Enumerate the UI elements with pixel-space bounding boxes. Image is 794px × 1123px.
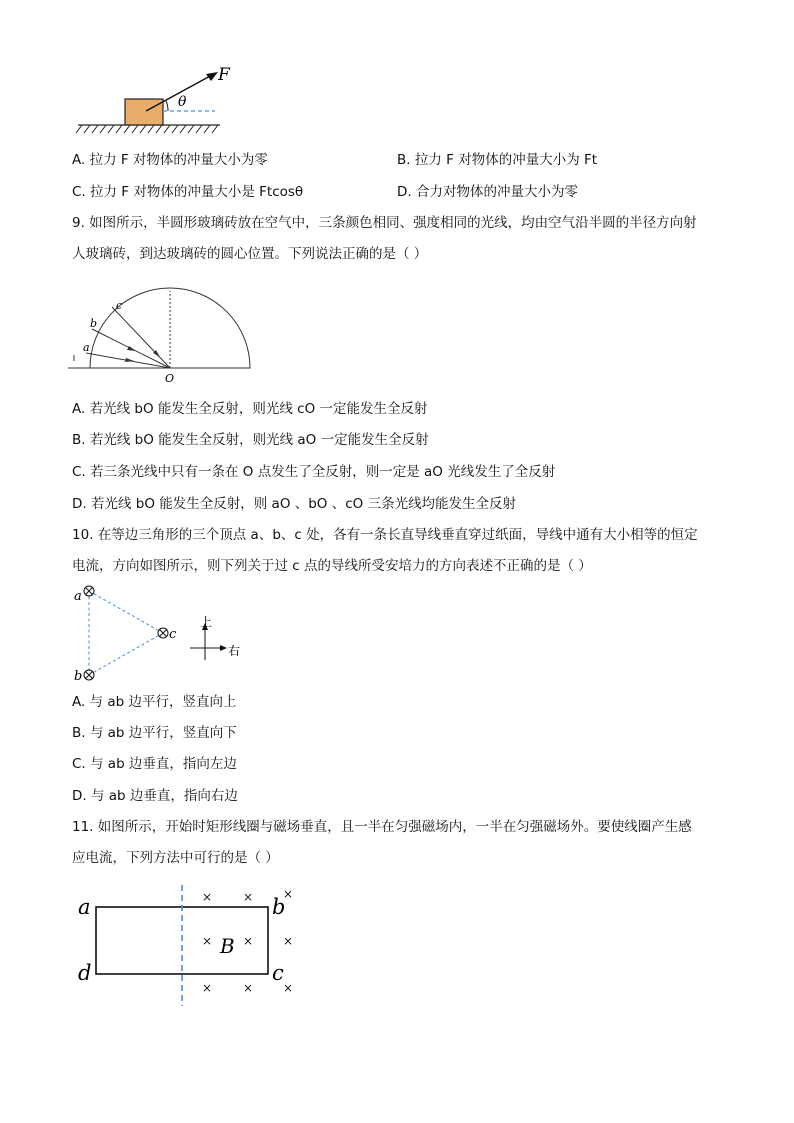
q11-figure xyxy=(74,882,304,1010)
q11-stem-line1: 11. 如图所示，开始时矩形线圈与磁场垂直，且一半在匀强磁场内，一半在匀强磁场外。要使线圈产生感 xyxy=(72,819,692,835)
q10-option-d[interactable]: D. 与 ab 边垂直，指向右边 xyxy=(72,788,238,804)
vertex-a-label: a xyxy=(74,589,82,604)
angle-label: θ xyxy=(178,94,187,110)
q10-option-c[interactable]: C. 与 ab 边垂直，指向左边 xyxy=(72,756,237,772)
q11-stem-line2: 应电流，下列方法中可行的是（ ） xyxy=(72,850,279,866)
corner-b-label: b xyxy=(272,895,286,919)
q10-option-a[interactable]: A. 与 ab 边平行，竖直向上 xyxy=(72,694,237,710)
q10-figure xyxy=(68,582,248,686)
q8-option-d[interactable]: D. 合力对物体的冲量大小为零 xyxy=(397,184,578,200)
q9-option-b[interactable]: B. 若光线 bO 能发生全反射，则光线 aO 一定能发生全反射 xyxy=(72,432,429,448)
force-label: F xyxy=(218,65,230,85)
block xyxy=(125,99,163,125)
field-cross: × xyxy=(202,981,213,995)
q9-option-a[interactable]: A. 若光线 bO 能发生全反射，则光线 cO 一定能发生全反射 xyxy=(72,401,428,417)
center-o-label: O xyxy=(165,372,175,385)
q8-option-b[interactable]: B. 拉力 F 对物体的冲量大小为 Ft xyxy=(397,152,598,168)
q10-stem-line1: 10. 在等边三角形的三个顶点 a、b、c 处，各有一条长直导线垂直穿过纸面，导线中通有大小相等的恒定 xyxy=(72,527,698,543)
corner-a-label: a xyxy=(78,895,91,919)
up-label: 上 xyxy=(200,615,213,629)
q8-option-a[interactable]: A. 拉力 F 对物体的冲量大小为零 xyxy=(72,152,268,168)
field-cross: × xyxy=(202,934,213,948)
right-label: 右 xyxy=(228,644,241,658)
field-cross: × xyxy=(243,890,254,904)
field-cross: × xyxy=(283,887,294,901)
q9-option-d[interactable]: D. 若光线 bO 能发生全反射，则 aO 、bO 、cO 三条光线均能发生全反射 xyxy=(72,496,517,512)
vertex-b-label: b xyxy=(74,669,83,684)
field-cross: × xyxy=(202,890,213,904)
corner-c-label: c xyxy=(272,961,284,985)
field-b-label: B xyxy=(220,934,235,958)
corner-d-label: d xyxy=(78,961,92,985)
ray-c-label: c xyxy=(116,299,123,312)
q9-stem-line2: 人玻璃砖，到达玻璃砖的圆心位置。下列说法正确的是（ ） xyxy=(72,246,428,262)
ray-b-label: b xyxy=(90,317,98,330)
q8-figure xyxy=(70,64,240,142)
ray-a-label: a xyxy=(83,341,90,354)
field-cross: × xyxy=(283,981,294,995)
force-arrowhead xyxy=(206,72,218,81)
q10-option-b[interactable]: B. 与 ab 边平行，竖直向下 xyxy=(72,725,237,741)
q9-stem-line1: 9. 如图所示，半圆形玻璃砖放在空气中，三条颜色相同、强度相同的光线，均由空气沿半圆的半径方向射 xyxy=(72,215,697,231)
field-cross: × xyxy=(283,934,294,948)
q8-option-c[interactable]: C. 拉力 F 对物体的冲量大小是 Ftcosθ xyxy=(72,184,304,200)
field-cross: × xyxy=(243,934,254,948)
q9-option-c[interactable]: C. 若三条光线中只有一条在 O 点发生了全反射，则一定是 aO 光线发生了全反射 xyxy=(72,464,556,480)
q10-stem-line2: 电流，方向如图所示，则下列关于过 c 点的导线所受安培力的方向表述不正确的是（ ） xyxy=(72,558,592,574)
field-cross: × xyxy=(243,981,254,995)
q9-figure xyxy=(68,285,268,390)
vertex-c-label: c xyxy=(169,627,177,642)
